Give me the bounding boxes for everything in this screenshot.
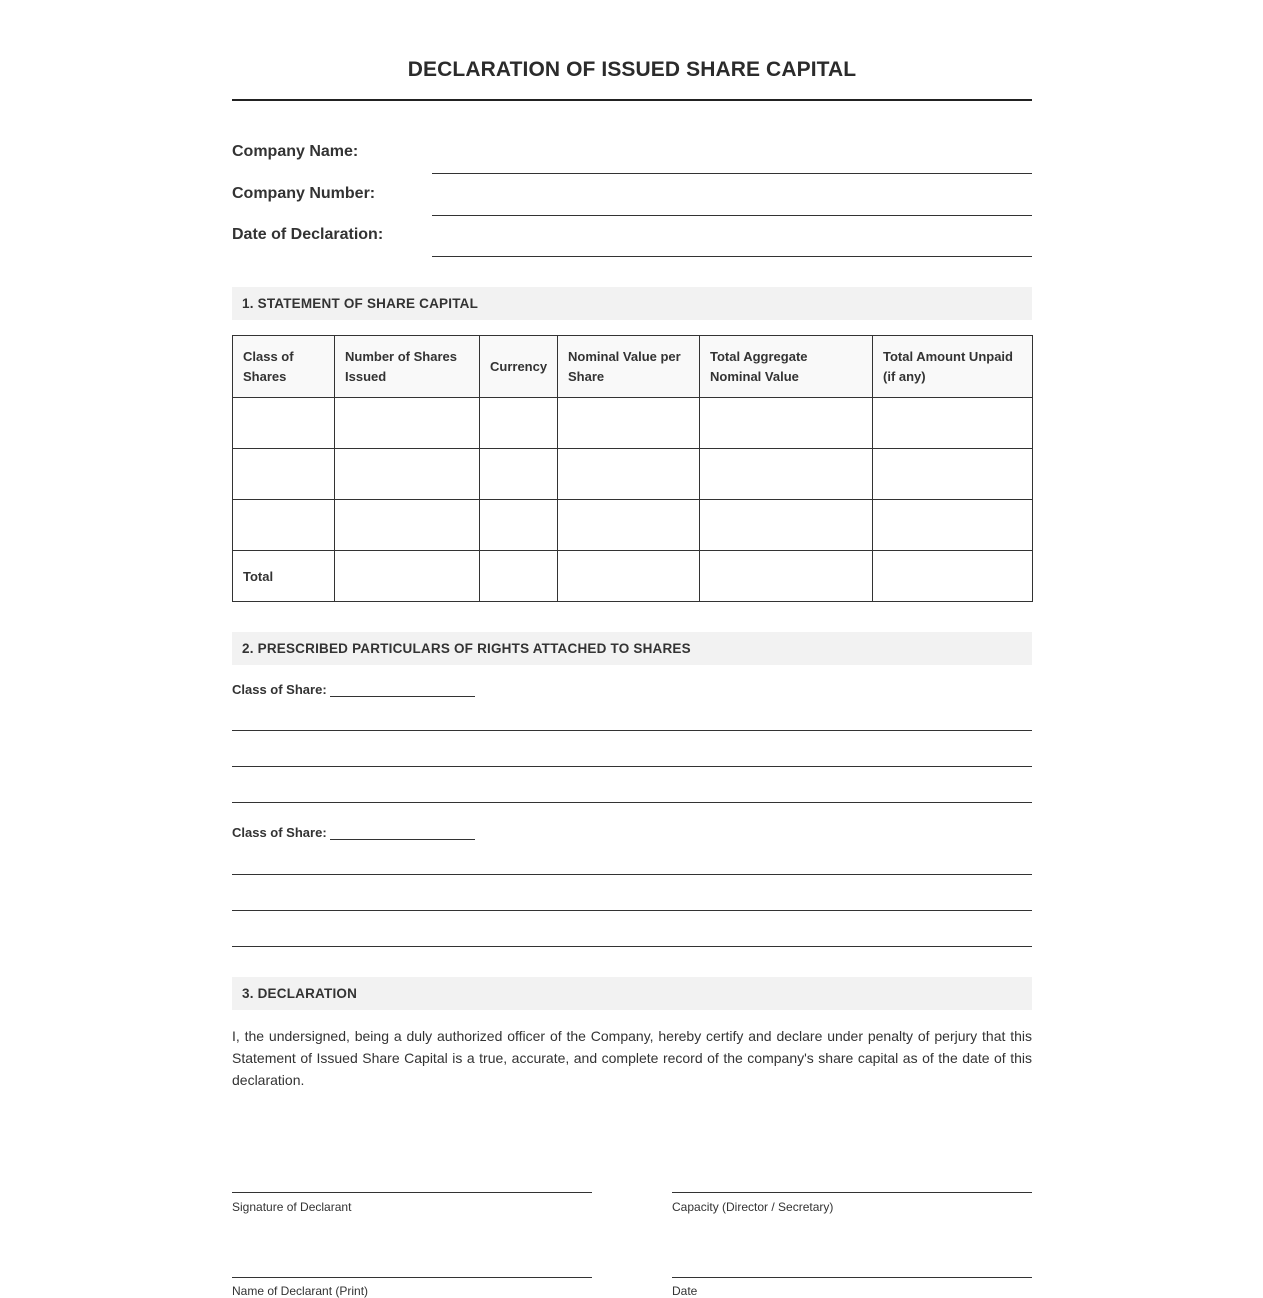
table-header-row xyxy=(233,336,1033,398)
company-number-field[interactable] xyxy=(432,215,1032,216)
table-cell[interactable] xyxy=(700,551,873,602)
table-cell[interactable] xyxy=(873,551,1033,602)
table-row xyxy=(233,500,1033,551)
page-title: DECLARATION OF ISSUED SHARE CAPITAL xyxy=(407,58,857,81)
signature-label: Signature of Declarant xyxy=(232,1200,352,1214)
class-of-share-label: Class of Share: xyxy=(232,825,327,840)
total-label: Total xyxy=(233,551,335,602)
rights-line[interactable] xyxy=(232,946,1032,947)
rights-line[interactable] xyxy=(232,766,1032,767)
date-of-declaration-field[interactable] xyxy=(432,256,1032,257)
column-header: Total Amount Unpaid (if any) xyxy=(873,336,1033,398)
date-line[interactable] xyxy=(672,1277,1032,1278)
section-2-heading: 2. PRESCRIBED PARTICULARS OF RIGHTS ATTACHED TO SHARES xyxy=(232,632,1032,665)
total-row xyxy=(233,551,1033,602)
date-label: Date xyxy=(672,1284,698,1298)
table-cell[interactable] xyxy=(558,500,700,551)
column-header: Number of Shares Issued xyxy=(335,336,480,398)
table-cell[interactable] xyxy=(335,500,480,551)
table-cell[interactable] xyxy=(873,398,1033,449)
title-divider xyxy=(232,99,1032,101)
table-cell[interactable] xyxy=(480,500,558,551)
table-cell[interactable] xyxy=(873,449,1033,500)
table-cell[interactable] xyxy=(558,551,700,602)
rights-line[interactable] xyxy=(232,802,1032,803)
table-cell[interactable] xyxy=(233,500,335,551)
company-name-label: Company Name: xyxy=(232,143,359,160)
name-line[interactable] xyxy=(232,1277,592,1278)
table-row xyxy=(233,398,1033,449)
company-name-field[interactable] xyxy=(432,173,1032,174)
rights-line[interactable] xyxy=(232,730,1032,731)
name-label: Name of Declarant (Print) xyxy=(232,1284,369,1298)
table-cell[interactable] xyxy=(233,398,335,449)
section-3-heading: 3. DECLARATION xyxy=(232,977,1032,1010)
rights-line[interactable] xyxy=(232,910,1032,911)
table-cell[interactable] xyxy=(335,398,480,449)
capacity-label: Capacity (Director / Secretary) xyxy=(672,1200,834,1214)
table-cell[interactable] xyxy=(873,500,1033,551)
date-of-declaration-label: Date of Declaration: xyxy=(232,226,384,243)
signature-line[interactable] xyxy=(232,1192,592,1193)
table-cell[interactable] xyxy=(700,398,873,449)
class-of-share-field[interactable] xyxy=(330,696,475,697)
table-cell[interactable] xyxy=(558,449,700,500)
capacity-line[interactable] xyxy=(672,1192,1032,1193)
section-1-heading: 1. STATEMENT OF SHARE CAPITAL xyxy=(232,287,1032,320)
table-row xyxy=(233,449,1033,500)
table-cell[interactable] xyxy=(480,398,558,449)
table-cell[interactable] xyxy=(480,551,558,602)
column-header: Class of Shares xyxy=(233,336,335,398)
table-cell[interactable] xyxy=(558,398,700,449)
table-cell[interactable] xyxy=(233,449,335,500)
column-header: Total Aggregate Nominal Value xyxy=(700,336,873,398)
column-header: Nominal Value per Share xyxy=(558,336,700,398)
declaration-statement: I, the undersigned, being a duly authorized officer of the Company, hereby certify and declare under penalty of perjury that this Statement of Issued Share Capital is a true, accurate, and complete record of the company's share capital as of the date of this declaration. xyxy=(232,1028,1032,1088)
column-header: Currency xyxy=(480,336,558,398)
table-cell[interactable] xyxy=(335,449,480,500)
class-of-share-label: Class of Share: xyxy=(232,682,327,697)
share-capital-table xyxy=(232,335,1033,602)
table-cell[interactable] xyxy=(700,449,873,500)
company-number-label: Company Number: xyxy=(232,185,376,202)
table-cell[interactable] xyxy=(700,500,873,551)
table-cell[interactable] xyxy=(335,551,480,602)
class-of-share-field[interactable] xyxy=(330,839,475,840)
rights-line[interactable] xyxy=(232,874,1032,875)
table-cell[interactable] xyxy=(480,449,558,500)
